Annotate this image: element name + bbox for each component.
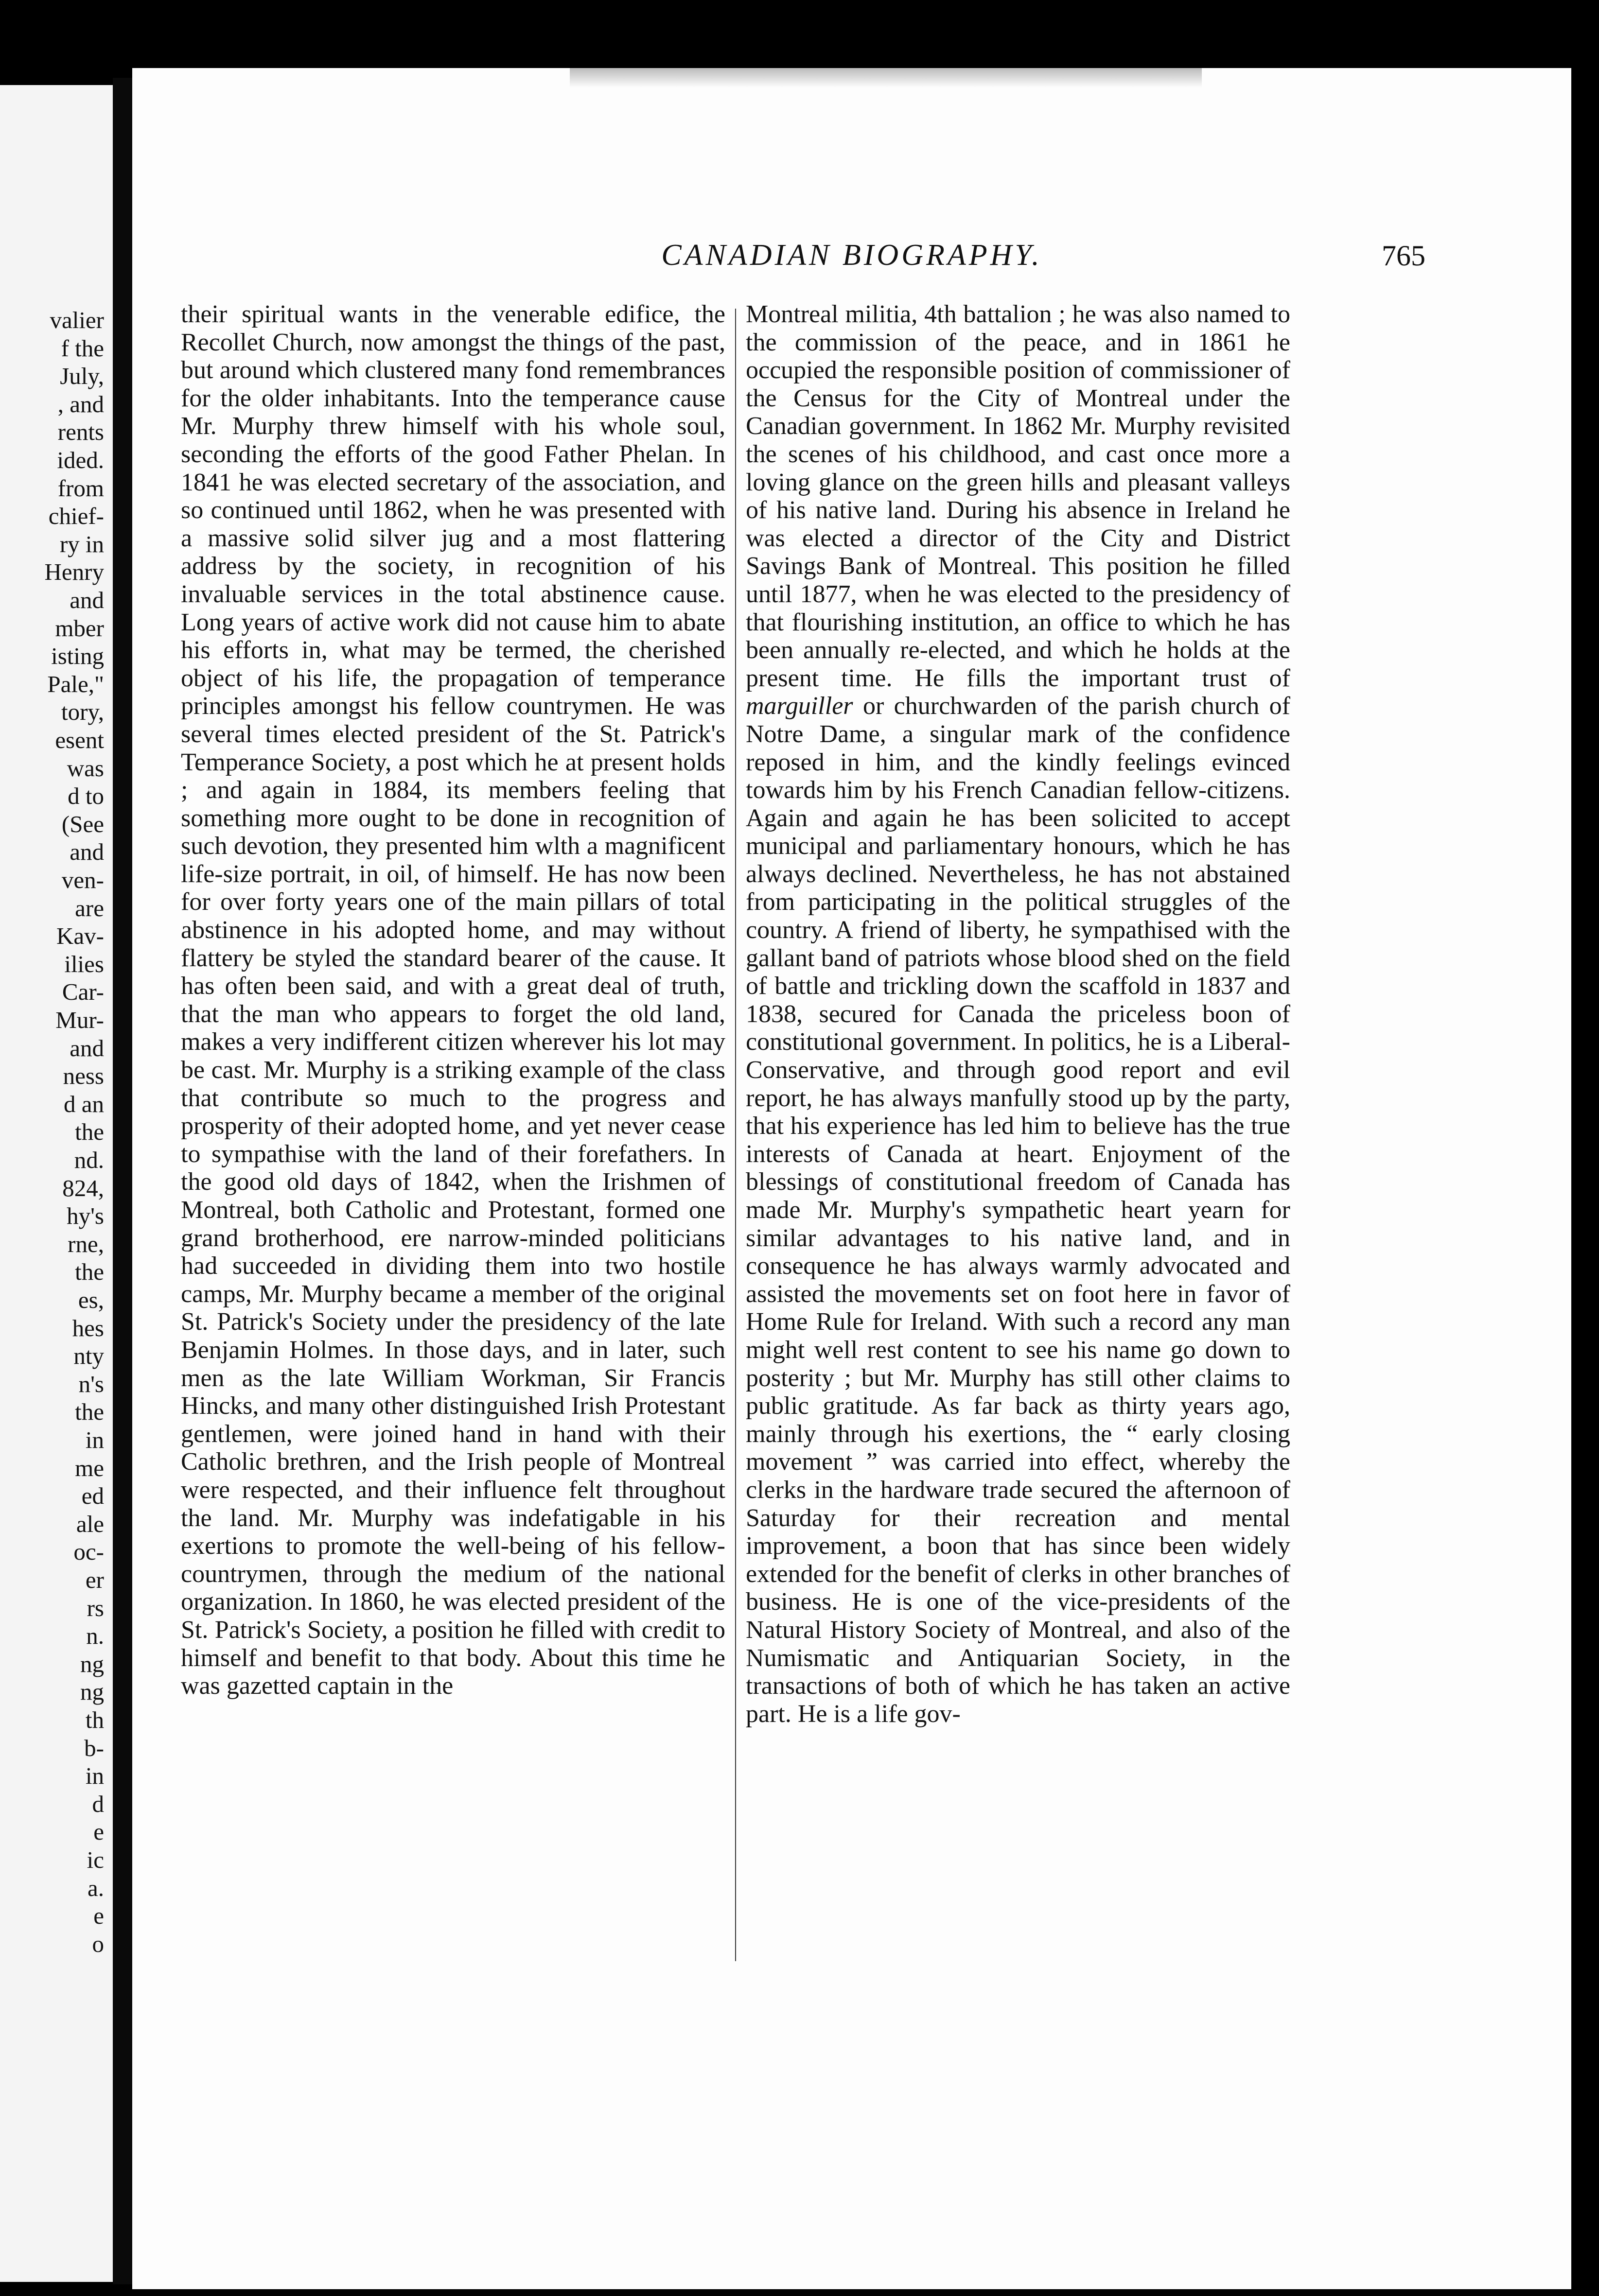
facing-page-fragment: me bbox=[75, 1454, 104, 1481]
facing-page-fragment: ed bbox=[81, 1482, 104, 1510]
page-number: 765 bbox=[1382, 240, 1425, 272]
column-divider bbox=[735, 309, 736, 1961]
facing-page-fragment: ilies bbox=[64, 950, 104, 977]
facing-page-fragment: ven- bbox=[61, 867, 104, 893]
facing-page-fragment: and bbox=[70, 1034, 104, 1061]
right-column-text-start: Montreal militia, 4th battalion ; he was also named to the commission of the peace, and in 1861 he occupied the responsible position of commissioner of the Census for the City of Montreal under the Canadian government. In 1862 Mr. Murphy revisited the scenes of his childhood, and cast once more a loving glance on the green hills and pleasant valleys of his native land. During his absence in Ireland he was elected a director of the City and District Savings Bank of Montreal. This position he filled until 1877, when he was elected to the presidency of that flourishing institution, an office to which he has been annually re-elected, and which he holds at the present time. He fills the important trust of bbox=[746, 300, 1290, 692]
facing-page-fragment: Car- bbox=[62, 978, 104, 1006]
facing-page-fragment: esent bbox=[55, 727, 104, 753]
facing-page-edge bbox=[0, 85, 113, 2282]
page-top-edge bbox=[570, 68, 1202, 87]
facing-page-fragment: rents bbox=[57, 418, 104, 446]
facing-page-fragment: nd. bbox=[74, 1147, 104, 1173]
facing-page-fragment: chief- bbox=[48, 503, 104, 530]
facing-page-fragment: ness bbox=[63, 1062, 104, 1090]
facing-page-fragment: the bbox=[75, 1118, 104, 1146]
facing-page-fragment: oc- bbox=[73, 1538, 104, 1565]
facing-page-fragment: Pale," bbox=[47, 670, 104, 697]
facing-page-fragment: th bbox=[85, 1706, 104, 1733]
facing-page-fragment: d to bbox=[68, 783, 104, 810]
italic-term: marguiller bbox=[746, 692, 853, 720]
facing-page-fragment: (See bbox=[61, 810, 104, 837]
text-column-right bbox=[746, 300, 1290, 1728]
facing-page-fragment: b- bbox=[84, 1734, 104, 1761]
facing-page-fragment: 824, bbox=[62, 1174, 104, 1201]
right-column-paragraph bbox=[746, 300, 1290, 1728]
running-title: CANADIAN BIOGRAPHY. bbox=[661, 239, 1042, 272]
facing-page-fragment: tory, bbox=[61, 698, 104, 726]
facing-page-fragment: d bbox=[92, 1790, 104, 1817]
facing-page-fragment: was bbox=[67, 754, 104, 782]
facing-page-fragment: from bbox=[57, 474, 104, 502]
facing-page-fragment: , and bbox=[57, 390, 104, 417]
right-column-text-end: or churchwarden of the parish church of Notre Dame, a singular mark of the confidence reposed in him, and the kindly feelings evinced towards him by his French Canadian fellow-citizens. Again and again he has been solicited to accept municipal and parliamentary honours, which he has always declined. Nevertheless, he has not abstained from participating in the political struggles of the country. A friend of liberty, he sympathised with the gallant band of patriots whose blood shed on the field of battle and trickling down the scaffold in 1837 and 1838, secured for Canada the priceless boon of constitutional government. In politics, he is a Liberal-Conservative, and through good report and evil report, he has always manfully stood up by the party, that his experience has led him to believe has the true interests of Canada at heart. Enjoyment of the blessings of constitutional freedom of Canada has made Mr. Murphy's sympathetic heart yearn for similar advantages to his native land, and in consequence he has always warmly advocated and assisted the movements set on foot here in favor of Home Rule for Ireland. With such a record any man might well rest content to see his name go down to posterity ; but Mr. Murphy has still other claims to public gratitude. As far back as thirty years ago, mainly through his exertions, the “ early closing movement ” was carried into effect, whereby the clerks in the hardware trade secured the afternoon of Saturday for their recreation and mental improvement, a boon that has since been widely extended for the benefit of clerks in other branches of business. He is one of the vice-presidents of the Natural History Society of Montreal, and also of the Numismatic and Antiquarian Society, in the transactions of both of which he has taken an active part. He is a life gov- bbox=[746, 692, 1290, 1728]
facing-page-fragment: in bbox=[85, 1426, 104, 1453]
facing-page-fragment: ided. bbox=[57, 447, 104, 473]
facing-page-fragment: a. bbox=[88, 1874, 104, 1901]
facing-page-fragment: ale bbox=[76, 1510, 104, 1537]
binding-gutter bbox=[113, 78, 132, 2284]
left-column-text: their spiritual wants in the venerable edifice, the Recollet Church, now amongst the things of the past, but around which clustered many fond remembrances for the older inhabitants. Into the temperance cause Mr. Murphy threw himself with his whole soul, seconding the efforts of the good Father Phelan. In 1841 he was elected secretary of the association, and so continued until 1862, when he was presented with a massive solid silver jug and a most flattering address by the society, in recognition of his invaluable services in the total abstinence cause. Long years of active work did not cause him to abate his efforts in, what may be termed, the cherished object of his life, the propagation of temperance principles amongst his fellow countrymen. He was several times elected president of the St. Patrick's Temperance Society, a post which he at present holds ; and again in 1884, its members feeling that something more ought to be done in recognition of such devotion, they presented him wlth a magnificent life-size portrait, in oil, of himself. He has now been for over forty years one of the main pillars of total abstinence in his adopted home, and may without flattery be styled the standard bearer of the cause. It has often been said, and with a great deal of truth, that the man who appears to forget the old land, makes a very indifferent citizen wherever his lot may be cast. Mr. Murphy is a striking example of the class that contribute so much to the progress and prosperity of their adopted home, and yet never cease to sympathise with the land of their forefathers. In the good old days of 1842, when the Irishmen of Montreal, both Catholic and Protestant, formed one grand brotherhood, ere narrow-minded politicians had succeeded in dividing them into two hostile camps, Mr. Murphy became a member of the original St. Patrick's Society under the presidency of the late Benjamin Holmes. In those days, and in later, such men as the late William Workman, Sir Francis Hincks, and many other distinguished Irish Protestant gentlemen, were joined hand in hand with their Catholic brethren, and the Irish people of Montreal were respected, and their influence felt throughout the land. Mr. Murphy was indefatigable in his exertions to promote the well-being of his fellow-countrymen, through the medium of the national organization. In 1860, he was elected president of the St. Patrick's Society, a position he filled with credit to himself and benefit to that body. About this time he was gazetted captain in the bbox=[181, 300, 725, 1700]
facing-page-fragment: July, bbox=[60, 363, 104, 390]
facing-page-fragment: and bbox=[70, 587, 104, 613]
facing-page-fragment: n. bbox=[86, 1622, 104, 1650]
facing-page-fragment: n's bbox=[78, 1370, 104, 1397]
facing-page-fragment: Kav- bbox=[56, 922, 104, 950]
facing-page-fragment: e bbox=[93, 1818, 104, 1845]
book-page bbox=[132, 68, 1571, 2289]
facing-page-fragment: er bbox=[85, 1566, 104, 1593]
facing-page-fragment: ng bbox=[80, 1678, 104, 1705]
facing-page-fragment: ng bbox=[80, 1650, 104, 1677]
facing-page-fragment: ic bbox=[87, 1846, 104, 1873]
facing-page-fragment: and bbox=[70, 838, 104, 866]
facing-page-fragment: the bbox=[75, 1398, 104, 1426]
facing-page-fragment: hes bbox=[72, 1314, 104, 1341]
facing-page-fragment: are bbox=[75, 894, 104, 922]
facing-page-fragment: es, bbox=[78, 1287, 104, 1313]
facing-page-fragment: e bbox=[93, 1902, 104, 1930]
facing-page-fragment: mber bbox=[55, 614, 104, 642]
facing-page-fragment: isting bbox=[51, 643, 104, 670]
text-column-left bbox=[181, 300, 725, 1700]
facing-page-fragment: rs bbox=[87, 1594, 104, 1621]
facing-page-fragment: valier bbox=[50, 307, 104, 333]
facing-page-fragment: Henry bbox=[44, 558, 104, 586]
facing-page-fragment: Mur- bbox=[55, 1007, 104, 1033]
facing-page-fragment: o bbox=[92, 1930, 104, 1957]
facing-page-fragment: d an bbox=[64, 1090, 104, 1117]
facing-page-fragment: nty bbox=[73, 1342, 104, 1370]
facing-page-fragment: the bbox=[75, 1258, 104, 1286]
facing-page-fragment: rne, bbox=[68, 1230, 104, 1257]
facing-page-fragment: in bbox=[85, 1762, 104, 1790]
facing-page-fragment: hy's bbox=[67, 1202, 104, 1230]
facing-page-fragment: f the bbox=[61, 334, 104, 362]
facing-page-fragment: ry in bbox=[59, 530, 104, 557]
